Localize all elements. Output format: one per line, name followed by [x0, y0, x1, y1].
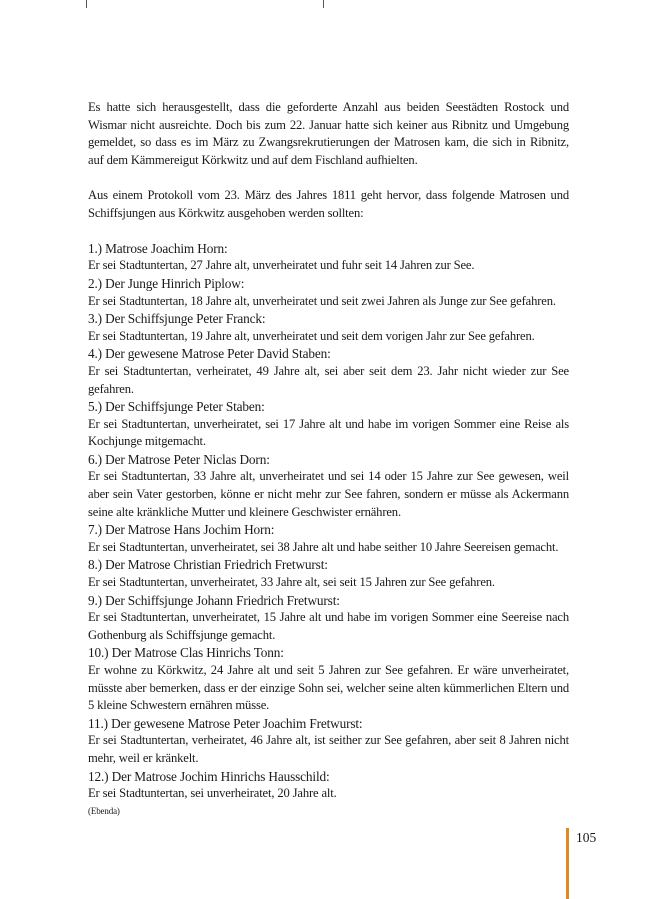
- list-item: [88, 345, 569, 398]
- page-number: 105: [576, 830, 597, 845]
- list-item: [88, 398, 569, 451]
- paragraph-spacer: [88, 222, 569, 240]
- entry-heading: 8.) Der Matrose Christian Friedrich Fretwurst:: [88, 557, 328, 573]
- entry-text: Er sei Stadtuntertan, 18 Jahre alt, unverheiratet und seit zwei Jahren als Junge zur See gefahren.: [88, 293, 556, 308]
- entry-heading: 12.) Der Matrose Jochim Hinrichs Hausschild:: [88, 768, 330, 784]
- entry-heading: 10.) Der Matrose Clas Hinrichs Tonn:: [88, 645, 284, 661]
- intro-paragraph-1: Es hatte sich herausgestellt, dass die geforderte Anzahl aus beiden Seestädten Rostock und Wismar nicht ausreichte. Doch bis zum 22. Januar hatte sich keiner aus Ribnitz und Umgebung gemeldet, so dass es im März zu Zwangsrekrutierungen der Matrosen kam, die sich in Ribnitz, auf dem Kämmereigut Körkwitz und auf dem Fischland aufhielten.: [88, 100, 569, 167]
- list-item: [88, 592, 569, 645]
- entry-text: Er sei Stadtuntertan, verheiratet, 46 Jahre alt, ist seither zur See gefahren, aber seit 8 Jahren nicht mehr, weil er kränkelt.: [88, 733, 569, 765]
- list-item: [88, 275, 569, 310]
- entry-text: Er sei Stadtuntertan, 27 Jahre alt, unverheiratet und fuhr seit 14 Jahren zur See.: [88, 258, 475, 273]
- entry-text: Er sei Stadtuntertan, unverheiratet, sei 38 Jahre alt und habe seither 10 Jahre Seereisen gemacht.: [88, 539, 559, 554]
- list-item: [88, 240, 569, 275]
- list-item: [88, 644, 569, 714]
- entry-heading: 5.) Der Schiffsjunge Peter Staben:: [88, 399, 265, 415]
- entry-text: Er sei Stadtuntertan, 33 Jahre alt, unverheiratet und sei 14 oder 15 Jahre zur See gewesen, weil aber sein Vater gestorben, könne er nicht mehr zur See fahren, sondern er müsse als Ackermann seine alte kränkliche Mutter und kleinere Geschwister ernähren.: [88, 469, 569, 519]
- page-number-rule: [566, 828, 569, 899]
- entry-text: Er sei Stadtuntertan, unverheiratet, sei 17 Jahre alt und habe im vorigen Sommer eine Reise als Kochjunge mitgemacht.: [88, 416, 569, 449]
- intro-paragraph-2: Aus einem Protokoll vom 23. März des Jahres 1811 geht hervor, dass folgende Matrosen und Schiffsjungen aus Körkwitz ausgehoben werden sollten:: [88, 187, 569, 220]
- list-item: [88, 768, 569, 803]
- crop-mark-right: [323, 0, 324, 8]
- entry-text: Er sei Stadtuntertan, unverheiratet, 33 Jahre alt, sei seit 15 Jahren zur See gefahren.: [88, 575, 495, 590]
- list-item: [88, 451, 569, 521]
- entry-text: Er wohne zu Körkwitz, 24 Jahre alt und seit 5 Jahren zur See gefahren. Er wäre unverheiratet, müsste aber bemerken, dass er der einzige Sohn sei, welcher seine alten kümmerlichen Eltern und 5 kleine Schwestern ernähren müsse.: [88, 663, 569, 713]
- page-body: [88, 99, 569, 818]
- entry-text: Er sei Stadtuntertan, verheiratet, 49 Jahre alt, sei aber seit dem 23. Jahr nicht wieder zur See gefahren.: [88, 363, 569, 396]
- entry-text: Er sei Stadtuntertan, unverheiratet, 15 Jahre alt und habe im vorigen Sommer eine Seereise nach Gothenburg als Schiffsjunge gemacht.: [88, 610, 569, 642]
- entry-heading: 4.) Der gewesene Matrose Peter David Staben:: [88, 346, 331, 362]
- entry-text: Er sei Stadtuntertan, 19 Jahre alt, unverheiratet und seit dem vorigen Jahr zur See gefahren.: [88, 328, 535, 343]
- entry-heading: 6.) Der Matrose Peter Niclas Dorn:: [88, 451, 270, 467]
- entry-heading: 11.) Der gewesene Matrose Peter Joachim Fretwurst:: [88, 715, 363, 731]
- entry-heading: 7.) Der Matrose Hans Jochim Horn:: [88, 522, 275, 538]
- list-item: [88, 556, 569, 591]
- list-item: [88, 521, 569, 556]
- entry-text: Er sei Stadtuntertan, sei unverheiratet, 20 Jahre alt.: [88, 786, 337, 801]
- entry-heading: 1.) Matrose Joachim Horn:: [88, 240, 228, 256]
- source-note: (Ebenda): [88, 805, 120, 816]
- paragraph-spacer: [88, 169, 569, 187]
- sailor-list: [88, 240, 569, 803]
- entry-heading: 2.) Der Junge Hinrich Piplow:: [88, 275, 245, 291]
- list-item: [88, 715, 569, 768]
- entry-heading: 9.) Der Schiffsjunge Johann Friedrich Fretwurst:: [88, 592, 340, 608]
- crop-mark-left: [86, 0, 87, 8]
- entry-heading: 3.) Der Schiffsjunge Peter Franck:: [88, 311, 266, 327]
- list-item: [88, 310, 569, 345]
